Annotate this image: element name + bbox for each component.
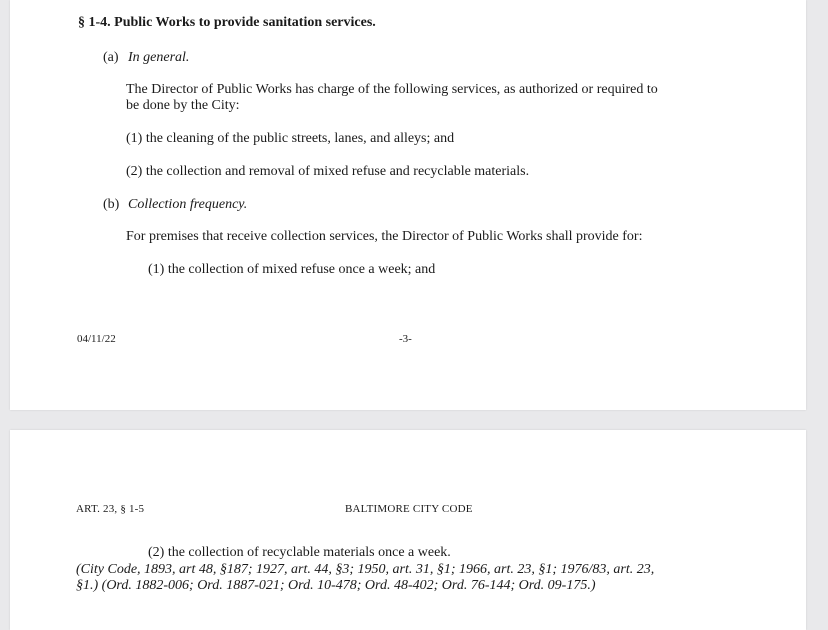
subsection-b-title: Collection frequency. [128, 197, 248, 212]
section-heading: § 1-4. Public Works to provide sanitation services. [78, 15, 376, 30]
history-note-line-1: (City Code, 1893, art 48, §187; 1927, art. 44, §3; 1950, art. 31, §1; 1966, art. 23, §1; 1976/83, art. 23, [76, 562, 655, 577]
list-item-a2: (2) the collection and removal of mixed refuse and recyclable materials. [126, 164, 530, 179]
running-header-title: BALTIMORE CITY CODE [345, 503, 473, 515]
paragraph-b: For premises that receive collection services, the Director of Public Works shall provide for: [126, 229, 643, 244]
history-note-line-2: §1.) (Ord. 1882-006; Ord. 1887-021; Ord. 10-478; Ord. 48-402; Ord. 76-144; Ord. 09-175.) [76, 578, 596, 593]
document-page-1 [10, 0, 806, 410]
document-page-2 [10, 430, 806, 630]
paragraph-a-line-1: The Director of Public Works has charge of the following services, as authorized or required to [126, 82, 658, 97]
list-item-b1: (1) the collection of mixed refuse once a week; and [148, 262, 436, 277]
footer-date: 04/11/22 [77, 333, 116, 345]
subsection-b-label: (b) [103, 197, 120, 212]
list-item-a1: (1) the cleaning of the public streets, lanes, and alleys; and [126, 131, 455, 146]
running-header-article: ART. 23, § 1-5 [76, 503, 145, 515]
subsection-a-title: In general. [128, 50, 190, 65]
subsection-a-label: (a) [103, 50, 119, 65]
footer-page-number: -3- [399, 333, 412, 345]
paragraph-a-line-2: be done by the City: [126, 98, 240, 113]
list-item-b2: (2) the collection of recyclable materials once a week. [148, 545, 451, 560]
